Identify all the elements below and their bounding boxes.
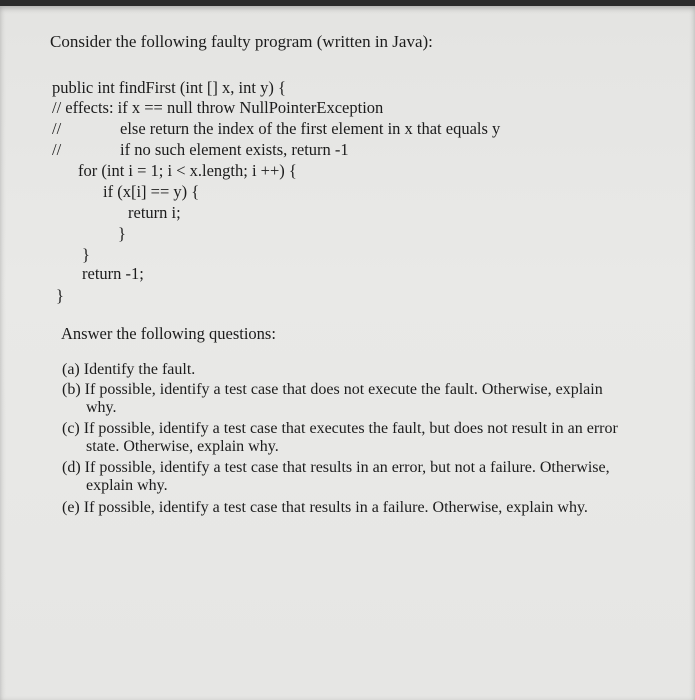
code-signature: public int findFirst (int [] x, int y) { (52, 78, 286, 97)
code-comment-no-element: if no such element exists, return -1 (120, 140, 349, 159)
question-c-continued: state. Otherwise, explain why. (86, 438, 279, 455)
code-close-brace: } (118, 224, 126, 243)
question-d: (d) If possible, identify a test case that results in an error, but not a failure. Otherwise, (62, 459, 610, 476)
code-close-brace: } (56, 286, 64, 305)
document-page (0, 6, 695, 700)
question-b-continued: why. (86, 399, 117, 416)
question-c: (c) If possible, identify a test case that executes the fault, but does not result in an error (62, 420, 618, 437)
problem-heading: Consider the following faulty program (written in Java): (50, 32, 433, 51)
code-for-loop: for (int i = 1; i < x.length; i ++) { (78, 161, 297, 180)
code-if-statement: if (x[i] == y) { (103, 182, 200, 201)
code-return-i: return i; (128, 203, 181, 222)
question-a: (a) Identify the fault. (62, 361, 196, 378)
code-comment-effects: // effects: if x == null throw NullPointerException (52, 98, 384, 117)
code-comment-else: else return the index of the first element in x that equals y (120, 119, 501, 138)
question-d-continued: explain why. (86, 477, 168, 494)
code-close-brace: } (82, 245, 90, 264)
question-b: (b) If possible, identify a test case that does not execute the fault. Otherwise, explain (62, 381, 603, 398)
code-comment-prefix: // (52, 119, 62, 138)
code-return-negative: return -1; (82, 264, 144, 283)
question-e: (e) If possible, identify a test case that results in a failure. Otherwise, explain why. (62, 499, 588, 516)
questions-prompt: Answer the following questions: (61, 324, 276, 343)
code-comment-prefix: // (52, 140, 62, 159)
